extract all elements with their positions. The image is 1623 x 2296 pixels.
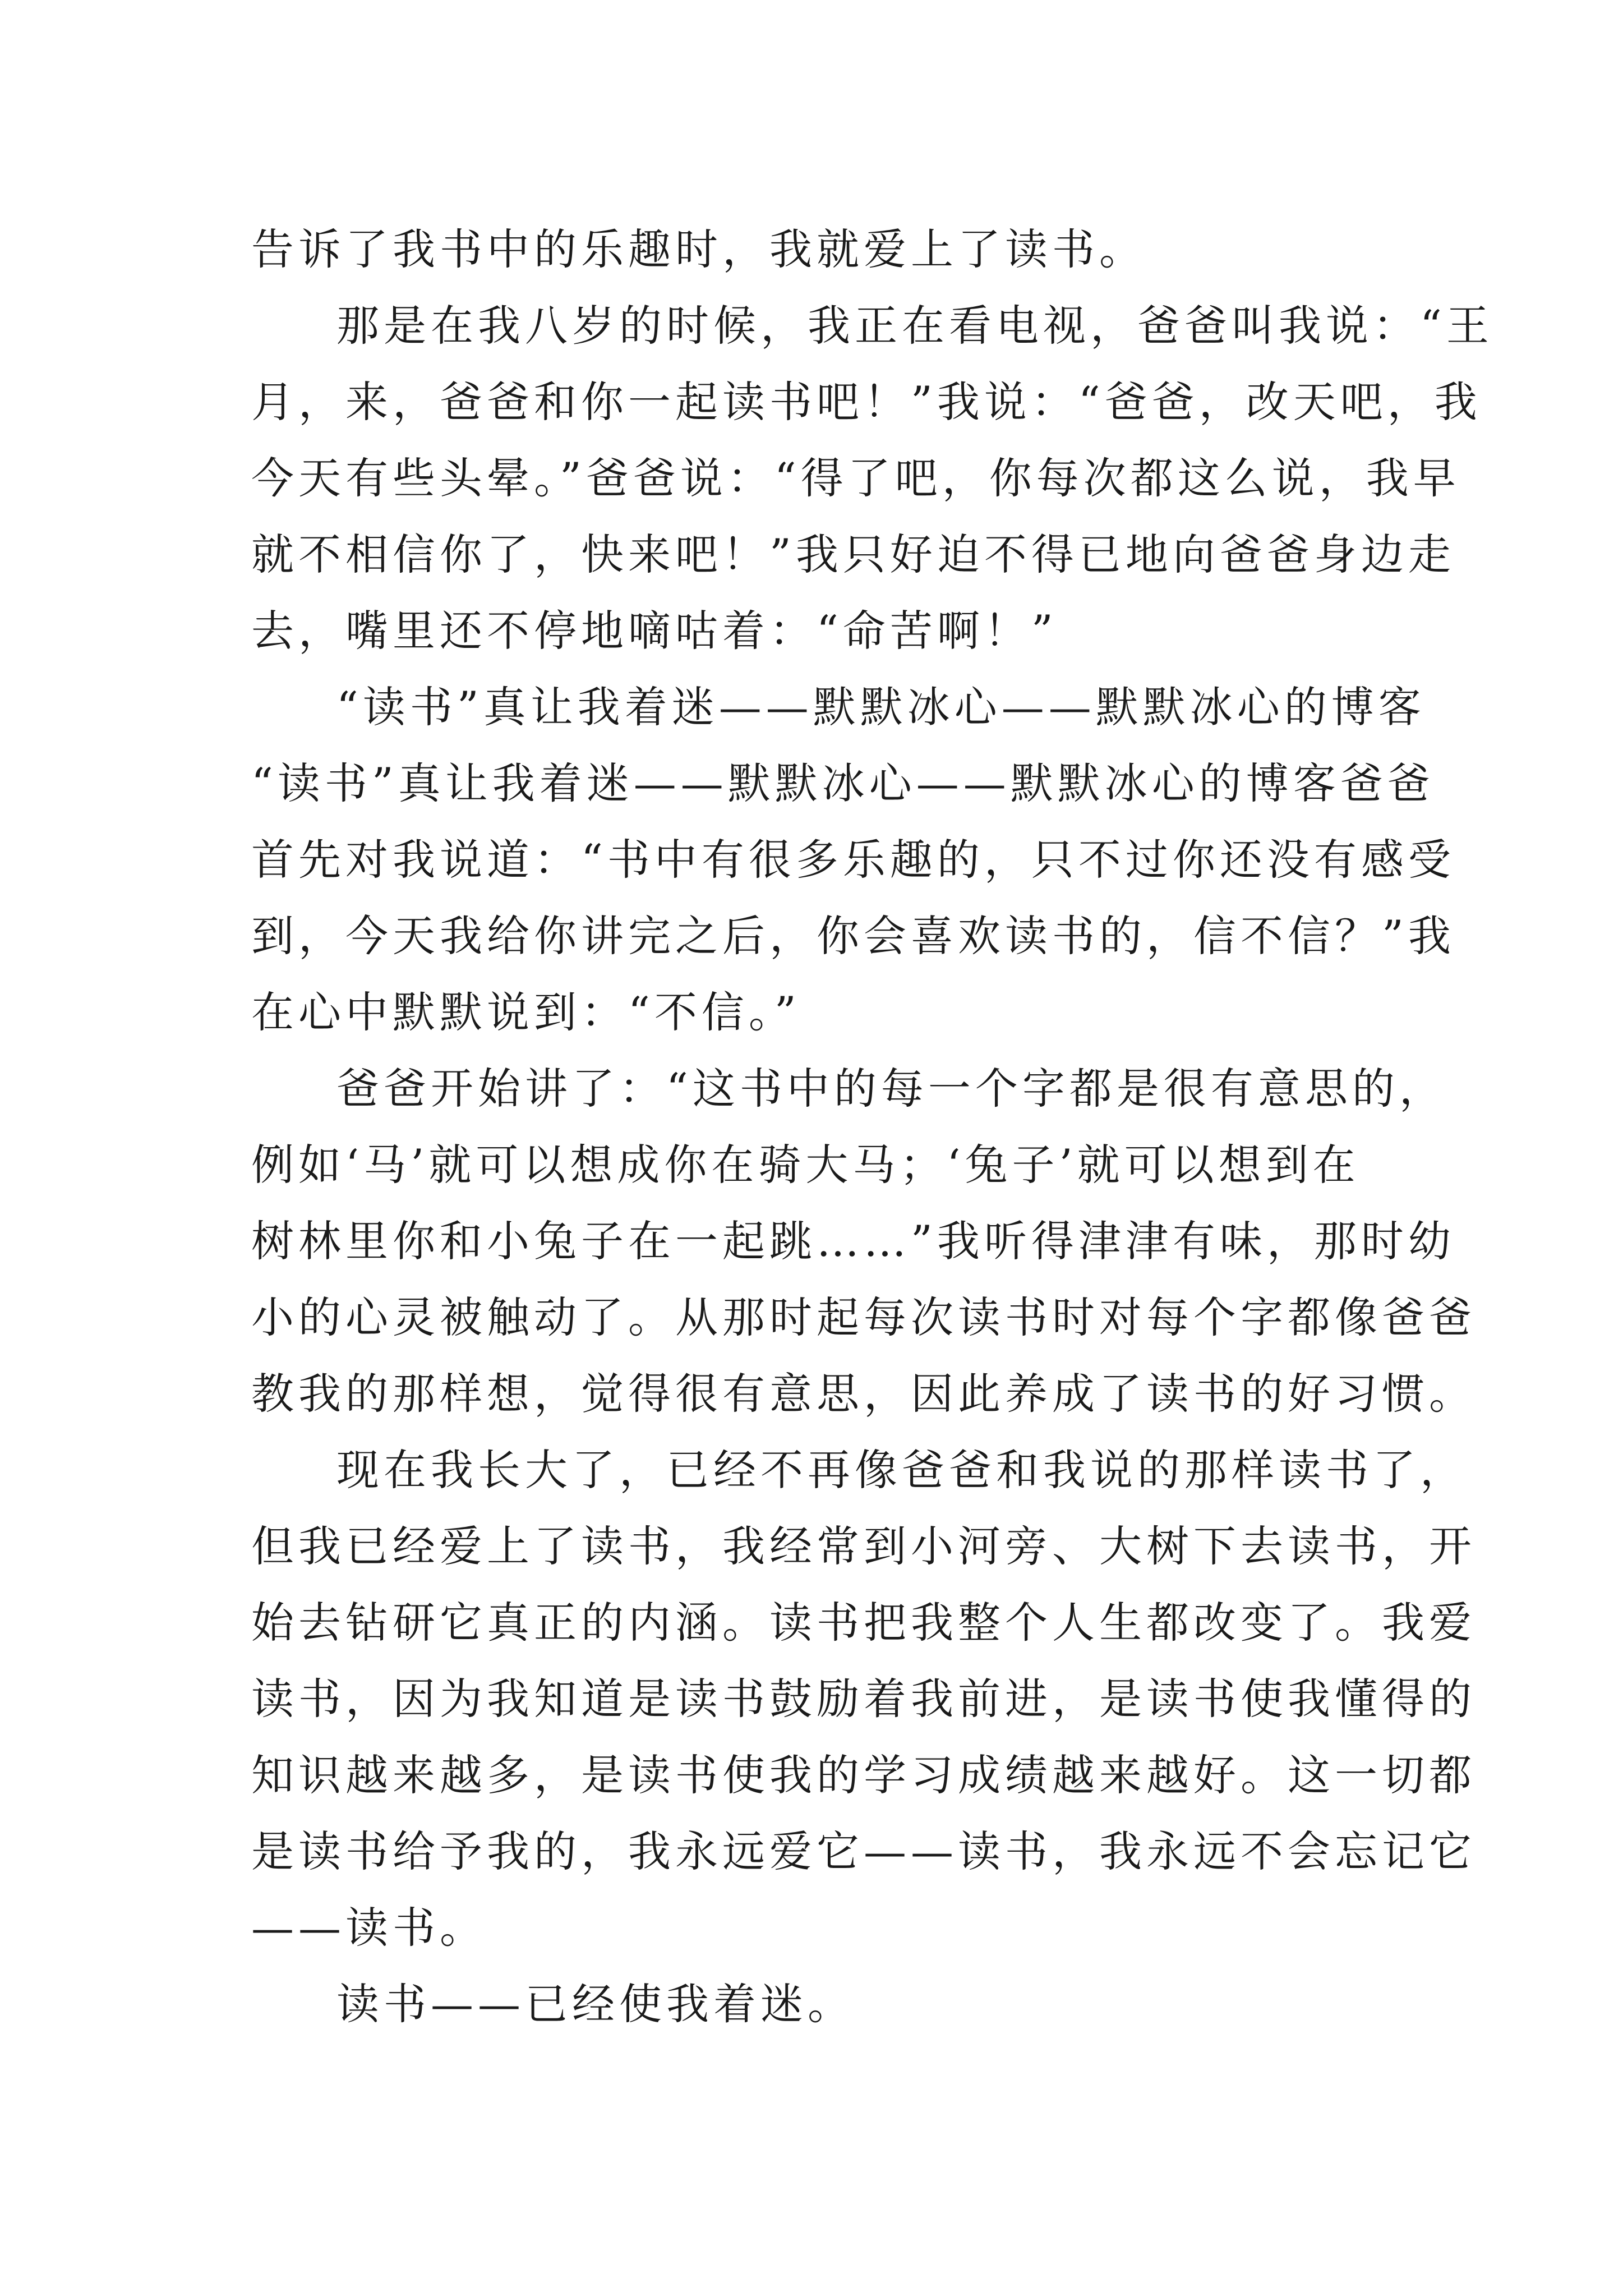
- text-line: 告诉了我书中的乐趣时，我就爱上了读书。: [251, 224, 1146, 274]
- text-line: “读书”真让我着迷——默默冰心——默默冰心的博客: [336, 682, 1426, 732]
- text-line: 月，来，爸爸和你一起读书吧！”我说：“爸爸，改天吧，我: [251, 377, 1482, 427]
- text-line: 但我已经爱上了读书，我经常到小河旁、大树下去读书，开: [251, 1521, 1476, 1571]
- text-line: 首先对我说道：“书中有很多乐趣的，只不过你还没有感受: [251, 835, 1455, 885]
- text-line: 知识越来越多，是读书使我的学习成绩越来越好。这一切都: [251, 1750, 1476, 1800]
- text-line: 今天有些头晕。”爸爸说：“得了吧，你每次都这么说，我早: [251, 453, 1460, 503]
- text-line: 始去钻研它真正的内涵。读书把我整个人生都改变了。我爱: [251, 1598, 1476, 1648]
- text-line: ——读书。: [251, 1903, 487, 1953]
- text-line: 去，嘴里还不停地嘀咕着：“命苦啊！”: [251, 606, 1058, 656]
- text-line: 现在我长大了，已经不再像爸爸和我说的那样读书了，: [336, 1445, 1467, 1495]
- text-line: 爸爸开始讲了：“这书中的每一个字都是很有意思的，: [336, 1064, 1446, 1114]
- text-line: 教我的那样想，觉得很有意思，因此养成了读书的好习惯。: [251, 1369, 1476, 1419]
- text-line: 小的心灵被触动了。从那时起每次读书时对每个字都像爸爸: [251, 1292, 1476, 1342]
- text-line: 读书——已经使我着迷。: [336, 1979, 855, 2029]
- text-line: “读书”真让我着迷——默默冰心——默默冰心的博客爸爸: [251, 758, 1435, 808]
- text-line: 在心中默默说到：“不信。”: [251, 987, 801, 1037]
- text-line: 树林里你和小兔子在一起跳……”我听得津津有味，那时幼: [251, 1216, 1455, 1266]
- text-line: 读书，因为我知道是读书鼓励着我前进，是读书使我懂得的: [251, 1674, 1476, 1724]
- text-line: 那是在我八岁的时候，我正在看电视，爸爸叫我说：“王: [336, 301, 1493, 351]
- text-line: 到，今天我给你讲完之后，你会喜欢读书的，信不信？”我: [251, 911, 1455, 961]
- text-line: 就不相信你了，快来吧！”我只好迫不得已地向爸爸身边走: [251, 530, 1455, 579]
- text-line: 例如‘马’就可以想成你在骑大马；‘兔子’就可以想到在: [251, 1140, 1360, 1190]
- text-line: 是读书给予我的，我永远爱它——读书，我永远不会忘记它: [251, 1826, 1476, 1876]
